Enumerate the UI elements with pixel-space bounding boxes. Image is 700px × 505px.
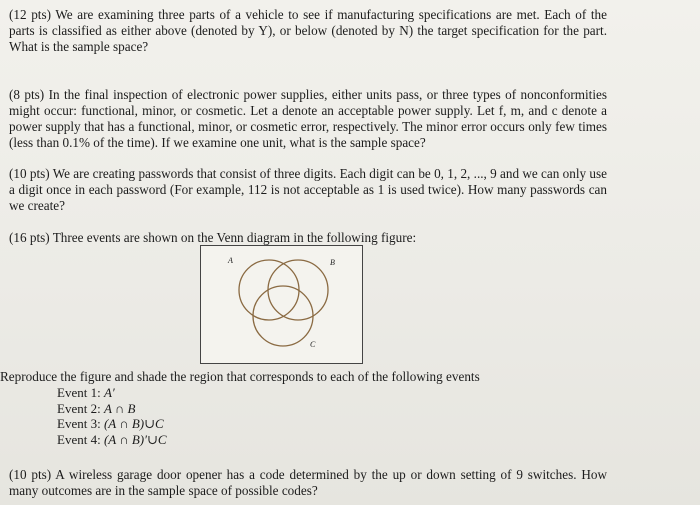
venn-diagram — [200, 245, 363, 364]
event-3-expression: (A ∩ B)∪C — [103, 416, 164, 431]
event-1 — [57, 385, 167, 401]
event-3-label: Event 3: — [57, 416, 104, 431]
question-power-supplies: (8 pts) In the final inspection of electronic power supplies, either units pass, or three types of nonconformities might occur: functional, minor, or cosmetic. Let a denote an acceptable power supply. Let f, m, and c denote a power supply that has a functional, minor, or cosmetic error, respectively. The minor error occurs only few times (less than 0.1% of the time). If we examine one unit, what is the sample space? — [9, 87, 607, 150]
event-1-expression: A′ — [103, 385, 115, 400]
question-venn-diagram: (16 pts) Three events are shown on the Venn diagram in the following figure: — [9, 230, 417, 245]
event-2-label: Event 2: — [57, 400, 104, 416]
event-4 — [57, 432, 167, 448]
events-list — [57, 385, 167, 447]
event-2-expression: A ∩ B — [103, 400, 136, 416]
event-3 — [57, 416, 167, 432]
venn-label-b: B — [330, 258, 335, 267]
question-vehicle-parts: (12 pts) We are examining three parts of a vehicle to see if manufacturing specifications are met. Each of the parts is classified as either above (denoted by Y), or below (denoted by N) the target specification for the part. What is the sample space? — [9, 7, 607, 54]
venn-label-c: C — [310, 340, 316, 349]
venn-instruction: Reproduce the figure and shade the region that corresponds to each of the following events — [0, 369, 480, 384]
event-2 — [57, 401, 167, 417]
venn-svg — [201, 246, 362, 363]
venn-label-a: A — [228, 256, 233, 265]
event-4-label: Event 4: — [57, 431, 104, 447]
event-1-label: Event 1: — [57, 385, 104, 400]
question-passwords: (10 pts) We are creating passwords that consist of three digits. Each digit can be 0, 1, 2, ..., 9 and we can only use a digit once in each password (For example, 112 is not acceptable as 1 is used twice). How many passwords can we create? — [9, 166, 607, 213]
question-garage-opener: (10 pts) A wireless garage door opener has a code determined by the up or down setting of 9 switches. How many outcomes are in the sample space of possible codes? — [9, 467, 607, 498]
event-4-expression: (A ∩ B)′∪C — [103, 431, 167, 447]
